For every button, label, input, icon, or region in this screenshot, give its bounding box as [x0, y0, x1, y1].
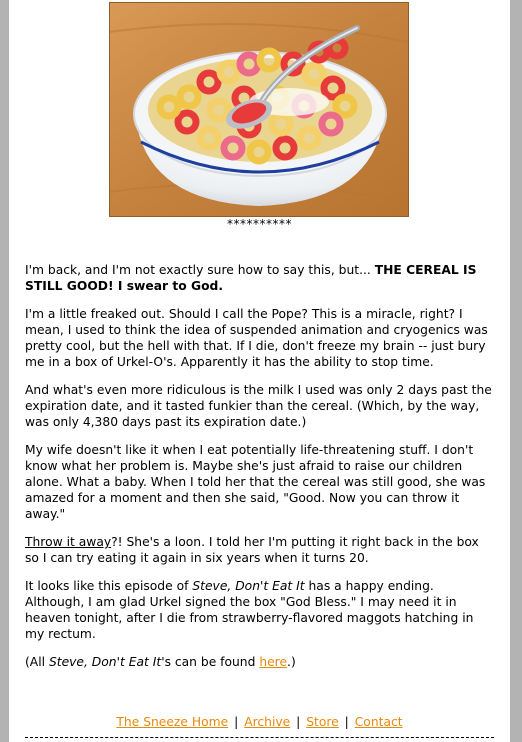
- nav-home-link[interactable]: The Sneeze Home: [116, 715, 229, 729]
- paragraph-1: [25, 262, 494, 294]
- cereal-photo: [109, 2, 409, 217]
- paragraph-6-text-a: It looks like this episode of: [25, 579, 193, 593]
- cereal-bowl-image: [109, 2, 409, 217]
- nav-store-link[interactable]: Store: [306, 715, 339, 729]
- paragraph-2: I'm a little freaked out. Should I call the Pope? This is a miracle, right? I mean, I used to think the idea of suspended animation and cryogenics was pretty cool, but the hell with that. If I die, don't freeze my brain -- just bury me in a box of Urkel-O's. Apparently it has the ability to stop time.: [25, 307, 488, 369]
- post-body: [25, 262, 494, 682]
- nav-archive-link[interactable]: Archive: [244, 715, 291, 729]
- paragraph-6-text-b: has a happy ending. Although, I am glad Urkel signed the box "God Bless." I may need it in heaven tonight, after I die from strawberry-flavored maggots hatching in my rectum.: [25, 579, 474, 641]
- nav-contact-link[interactable]: Contact: [354, 715, 403, 729]
- nav-separator: |: [296, 715, 301, 729]
- separator-stars: **********: [227, 217, 292, 231]
- series-title: Steve, Don't Eat It: [192, 579, 305, 593]
- throw-it-away-link[interactable]: Throw it away: [25, 535, 112, 549]
- paragraph-1-emphasis: THE CEREAL IS STILL GOOD! I swear to God.: [25, 263, 477, 293]
- footer-nav: [9, 714, 510, 730]
- paragraph-1-text: I'm back, and I'm not exactly sure how to say this, but...: [25, 263, 375, 277]
- paragraph-7-text-c: .): [287, 655, 296, 669]
- paragraph-6: [25, 578, 494, 642]
- nav-separator: |: [344, 715, 349, 729]
- paragraph-7: [25, 654, 494, 670]
- paragraph-4: My wife doesn't like it when I eat potentially life-threatening stuff. I don't know what her problem is. Maybe she's just afraid to raise our children alone. What a baby. When I told her that the cereal was still good, she was amazed for a moment and then she said, "Good. Now you can throw it away.": [25, 443, 486, 521]
- series-title-2: Steve, Don't Eat It: [48, 655, 162, 669]
- paragraph-5-text: ?! She's a loon. I told her I'm putting it right back in the box so I can try eating it again in six years when it turns 20.: [25, 535, 479, 565]
- here-link[interactable]: here: [259, 655, 288, 669]
- nav-separator: |: [234, 715, 239, 729]
- footer-divider: [25, 737, 494, 738]
- paragraph-5: [25, 534, 494, 566]
- content-page: [9, 0, 510, 742]
- paragraph-7-text-b: 's can be found: [161, 655, 260, 669]
- paragraph-3: And what's even more ridiculous is the milk I used was only 2 days past the expiration date, and it tasted funkier than the cereal. (Which, by the way, was only 4,380 days past its expiration date.): [25, 383, 492, 429]
- paragraph-7-text-a: (All: [25, 655, 49, 669]
